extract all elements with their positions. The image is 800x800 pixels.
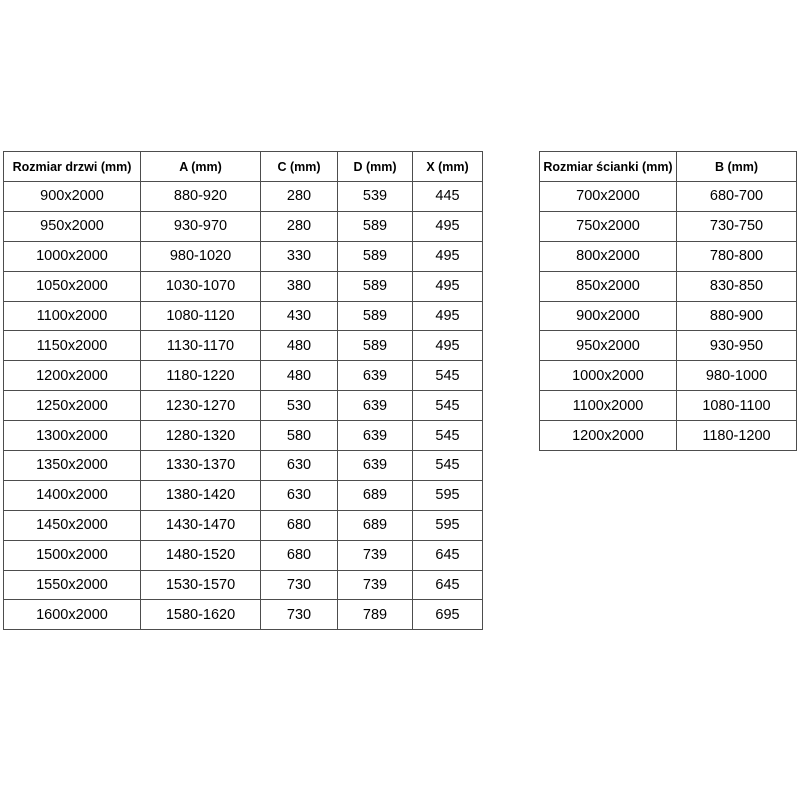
table-cell: 330	[261, 241, 338, 271]
table-cell: 589	[338, 271, 413, 301]
wall-table-header-row	[540, 152, 797, 182]
table-cell: 539	[338, 182, 413, 212]
column-header: B (mm)	[677, 152, 797, 182]
table-cell: 789	[338, 600, 413, 630]
table-cell: 1450x2000	[4, 510, 141, 540]
table-cell: 495	[413, 271, 483, 301]
table-row	[4, 421, 483, 451]
table-cell: 495	[413, 301, 483, 331]
table-cell: 950x2000	[4, 211, 141, 241]
table-cell: 1100x2000	[4, 301, 141, 331]
table-row	[4, 540, 483, 570]
table-cell: 730-750	[677, 211, 797, 241]
table-cell: 1430-1470	[141, 510, 261, 540]
table-row	[4, 182, 483, 212]
table-cell: 880-920	[141, 182, 261, 212]
table-cell: 980-1020	[141, 241, 261, 271]
table-cell: 495	[413, 331, 483, 361]
table-cell: 280	[261, 182, 338, 212]
table-cell: 689	[338, 510, 413, 540]
table-cell: 680	[261, 510, 338, 540]
table-row	[4, 510, 483, 540]
table-cell: 730	[261, 570, 338, 600]
column-header: D (mm)	[338, 152, 413, 182]
table-cell: 1350x2000	[4, 451, 141, 481]
table-cell: 380	[261, 271, 338, 301]
table-row	[540, 182, 797, 212]
table-cell: 480	[261, 361, 338, 391]
table-cell: 1130-1170	[141, 331, 261, 361]
table-cell: 645	[413, 540, 483, 570]
table-cell: 739	[338, 570, 413, 600]
column-header: A (mm)	[141, 152, 261, 182]
table-cell: 1200x2000	[540, 421, 677, 451]
table-cell: 1380-1420	[141, 480, 261, 510]
table-cell: 695	[413, 600, 483, 630]
door-sizes-table	[3, 151, 483, 630]
table-cell: 680-700	[677, 182, 797, 212]
table-cell: 800x2000	[540, 241, 677, 271]
table-cell: 589	[338, 331, 413, 361]
column-header: C (mm)	[261, 152, 338, 182]
table-cell: 630	[261, 451, 338, 481]
table-cell: 445	[413, 182, 483, 212]
table-cell: 595	[413, 480, 483, 510]
column-header: Rozmiar drzwi (mm)	[4, 152, 141, 182]
table-cell: 850x2000	[540, 271, 677, 301]
door-table-header-row	[4, 152, 483, 182]
table-cell: 730	[261, 600, 338, 630]
table-cell: 630	[261, 480, 338, 510]
table-cell: 580	[261, 421, 338, 451]
wall-sizes-table	[539, 151, 797, 451]
table-row	[540, 391, 797, 421]
table-cell: 689	[338, 480, 413, 510]
table-cell: 595	[413, 510, 483, 540]
table-cell: 545	[413, 361, 483, 391]
table-cell: 430	[261, 301, 338, 331]
table-cell: 930-970	[141, 211, 261, 241]
table-cell: 1550x2000	[4, 570, 141, 600]
table-cell: 280	[261, 211, 338, 241]
table-cell: 1300x2000	[4, 421, 141, 451]
table-row	[540, 211, 797, 241]
table-cell: 1330-1370	[141, 451, 261, 481]
table-cell: 930-950	[677, 331, 797, 361]
table-cell: 645	[413, 570, 483, 600]
table-row	[4, 361, 483, 391]
table-cell: 495	[413, 211, 483, 241]
table-cell: 880-900	[677, 301, 797, 331]
table-cell: 1050x2000	[4, 271, 141, 301]
table-cell: 1530-1570	[141, 570, 261, 600]
table-cell: 1400x2000	[4, 480, 141, 510]
table-cell: 589	[338, 301, 413, 331]
table-cell: 1480-1520	[141, 540, 261, 570]
table-row	[4, 451, 483, 481]
table-cell: 639	[338, 391, 413, 421]
table-cell: 1280-1320	[141, 421, 261, 451]
table-cell: 545	[413, 421, 483, 451]
table-cell: 680	[261, 540, 338, 570]
table-row	[540, 301, 797, 331]
table-cell: 1230-1270	[141, 391, 261, 421]
table-cell: 1250x2000	[4, 391, 141, 421]
table-cell: 1000x2000	[540, 361, 677, 391]
table-cell: 1030-1070	[141, 271, 261, 301]
table-cell: 545	[413, 451, 483, 481]
table-row	[4, 570, 483, 600]
table-row	[540, 331, 797, 361]
table-cell: 530	[261, 391, 338, 421]
table-cell: 1200x2000	[4, 361, 141, 391]
column-header: X (mm)	[413, 152, 483, 182]
table-cell: 1080-1120	[141, 301, 261, 331]
table-cell: 900x2000	[4, 182, 141, 212]
table-row	[4, 480, 483, 510]
table-cell: 495	[413, 241, 483, 271]
table-cell: 639	[338, 421, 413, 451]
table-cell: 480	[261, 331, 338, 361]
table-cell: 1580-1620	[141, 600, 261, 630]
table-cell: 750x2000	[540, 211, 677, 241]
table-cell: 700x2000	[540, 182, 677, 212]
table-cell: 950x2000	[540, 331, 677, 361]
table-row	[4, 600, 483, 630]
table-cell: 589	[338, 241, 413, 271]
table-row	[540, 421, 797, 451]
table-row	[4, 271, 483, 301]
table-cell: 545	[413, 391, 483, 421]
table-row	[4, 211, 483, 241]
table-cell: 980-1000	[677, 361, 797, 391]
table-row	[540, 271, 797, 301]
table-cell: 1600x2000	[4, 600, 141, 630]
table-cell: 639	[338, 451, 413, 481]
table-row	[4, 241, 483, 271]
table-row	[4, 301, 483, 331]
table-row	[4, 331, 483, 361]
table-cell: 780-800	[677, 241, 797, 271]
table-cell: 639	[338, 361, 413, 391]
table-cell: 1180-1200	[677, 421, 797, 451]
table-cell: 1180-1220	[141, 361, 261, 391]
table-row	[540, 361, 797, 391]
table-cell: 1000x2000	[4, 241, 141, 271]
table-cell: 900x2000	[540, 301, 677, 331]
table-cell: 739	[338, 540, 413, 570]
table-cell: 1500x2000	[4, 540, 141, 570]
table-cell: 830-850	[677, 271, 797, 301]
table-cell: 1080-1100	[677, 391, 797, 421]
table-cell: 1100x2000	[540, 391, 677, 421]
table-row	[4, 391, 483, 421]
table-cell: 1150x2000	[4, 331, 141, 361]
table-cell: 589	[338, 211, 413, 241]
column-header: Rozmiar ścianki (mm)	[540, 152, 677, 182]
table-row	[540, 241, 797, 271]
